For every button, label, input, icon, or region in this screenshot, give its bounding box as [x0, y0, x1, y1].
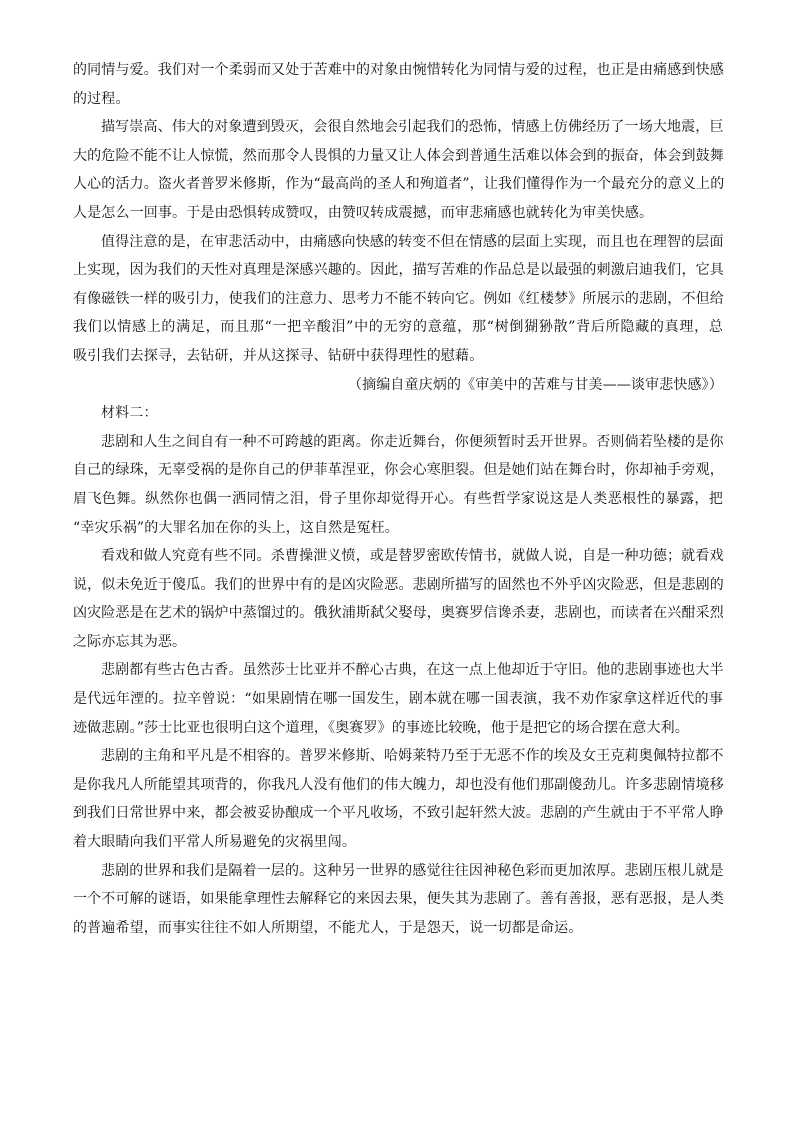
- text-line: 人心的活力。盗火者普罗米修斯，作为“最高尚的圣人和殉道者”，让我们懂得作为一个最充分的意义上的: [73, 176, 725, 193]
- text-line: 上实现，因为我们的天性对真理是深感兴趣的。因此，描写苦难的作品总是以最强的刺激启迪我们，它具: [73, 262, 724, 279]
- text-line: 之际亦忘其为恶。: [73, 633, 187, 650]
- text-line: 是代远年湮的。拉辛曾说：“如果剧情在哪一国发生，剧本就在哪一国表演，我不劝作家拿这样近代的事: [73, 691, 723, 708]
- text-line: 吸引我们去探寻，去钻研，并从这探寻、钻研中获得理性的慰藉。: [73, 347, 484, 364]
- text-line: 看戏和做人究竟有些不同。杀曹操泄义愤，或是替罗密欧传情书，就做人说，自是一种功德；就看戏: [101, 548, 724, 565]
- text-line: 悲剧的世界和我们是隔着一层的。这种另一世界的感觉往往因神秘色彩而更加浓厚。悲剧压根儿就是: [101, 862, 724, 879]
- text-line: 人是怎么一回事。于是由恐惧转成赞叹，由赞叹转成震撼，而审悲痛感也就转化为审美快感。: [73, 204, 654, 221]
- text-line: 悲剧的主角和平凡是不相容的。普罗米修斯、哈姆莱特乃至于无恶不作的埃及女王克莉奥佩特拉都不: [101, 748, 724, 765]
- source-citation: （摘编自童庆炳的《审美中的苦难与甘美——谈审悲快感》）: [347, 376, 723, 393]
- text-line: 凶灾险恶是在艺术的锅炉中蒸馏过的。俄狄浦斯弑父娶母，奥赛罗信谗杀妻，悲剧也，而读者在兴酣采烈: [73, 605, 724, 622]
- text-line: 有像磁铁一样的吸引力，使我们的注意力、思考力不能不转向它。例如《红楼梦》所展示的悲剧，不但给: [73, 290, 724, 307]
- text-line: 说，似未免近于傻瓜。我们的世界中有的是凶灾险恶。悲剧所描写的固然也不外乎凶灾险恶，但是悲剧的: [73, 576, 724, 593]
- text-line: 是你我凡人所能望其项背的，你我凡人没有他们的伟大魄力，却也没有他们那副傻劲儿。许多悲剧情境移: [73, 776, 724, 793]
- text-line: 一个不可解的谜语，如果能拿理性去解释它的来因去果，便失其为悲剧了。善有善报，恶有恶报，是人类: [73, 891, 724, 908]
- text-line: 到我们日常世界中来，都会被妥协酿成一个平凡收场，不致引起轩然大波。悲剧的产生就由于不平常人睁: [73, 805, 724, 822]
- section-label: 材料二：: [101, 405, 158, 422]
- text-line: 我们以情感上的满足，而且那“一把辛酸泪”中的无穷的意蕴，那“树倒猢狲散”背后所隐藏的真理，总: [73, 319, 723, 336]
- text-line: 描写崇高、伟大的对象遭到毁灭，会很自然地会引起我们的恐怖，情感上仿佛经历了一场大地震，巨: [101, 119, 724, 136]
- text-line: 的普遍希望，而事实往往不如人所期望，不能尤人，于是怨天，说一切都是命运。: [73, 919, 583, 936]
- text-line: 着大眼睛向我们平常人所易避免的灾祸里闯。: [73, 834, 356, 851]
- text-line: 悲剧都有些古色古香。虽然莎士比亚并不醉心古典，在这一点上他却近于守旧。他的悲剧事迹也大半: [101, 662, 724, 679]
- text-line: 迹做悲剧。”莎士比亚也很明白这个道理，《奥赛罗》的事迹比较晚，他于是把它的场合摆在意大利。: [73, 719, 689, 736]
- document-body: [73, 56, 723, 942]
- text-line: 大的危险不能不让人惊慌，然而那令人畏惧的力量又让人体会到普通生活难以体会到的振奋，体会到鼓舞: [73, 147, 724, 164]
- text-line: 自己的绿珠，无辜受祸的是你自己的伊菲革涅亚，你会心寒胆裂。但是她们站在舞台时，你却袖手旁观，: [73, 462, 724, 479]
- document-page: [73, 56, 723, 942]
- text-line: 值得注意的是，在审悲活动中，由痛感向快感的转变不但在情感的层面上实现，而且也在理智的层面: [101, 233, 724, 250]
- text-line: 眉飞色舞。纵然你也偶一洒同情之泪，骨子里你却觉得开心。有些哲学家说这是人类恶根性的暴露，把: [73, 490, 723, 507]
- text-line: 的同情与爱。我们对一个柔弱而又处于苦难中的对象由惋惜转化为同情与爱的过程，也正是由痛感到快感: [73, 62, 724, 78]
- text-line: 的过程。: [73, 90, 130, 107]
- text-line: “幸灾乐祸”的大罪名加在你的头上，这自然是冤枉。: [73, 519, 399, 536]
- text-line: 悲剧和人生之间自有一种不可跨越的距离。你走近舞台，你便须暂时丢开世界。否则倘若坠楼的是你: [101, 433, 724, 450]
